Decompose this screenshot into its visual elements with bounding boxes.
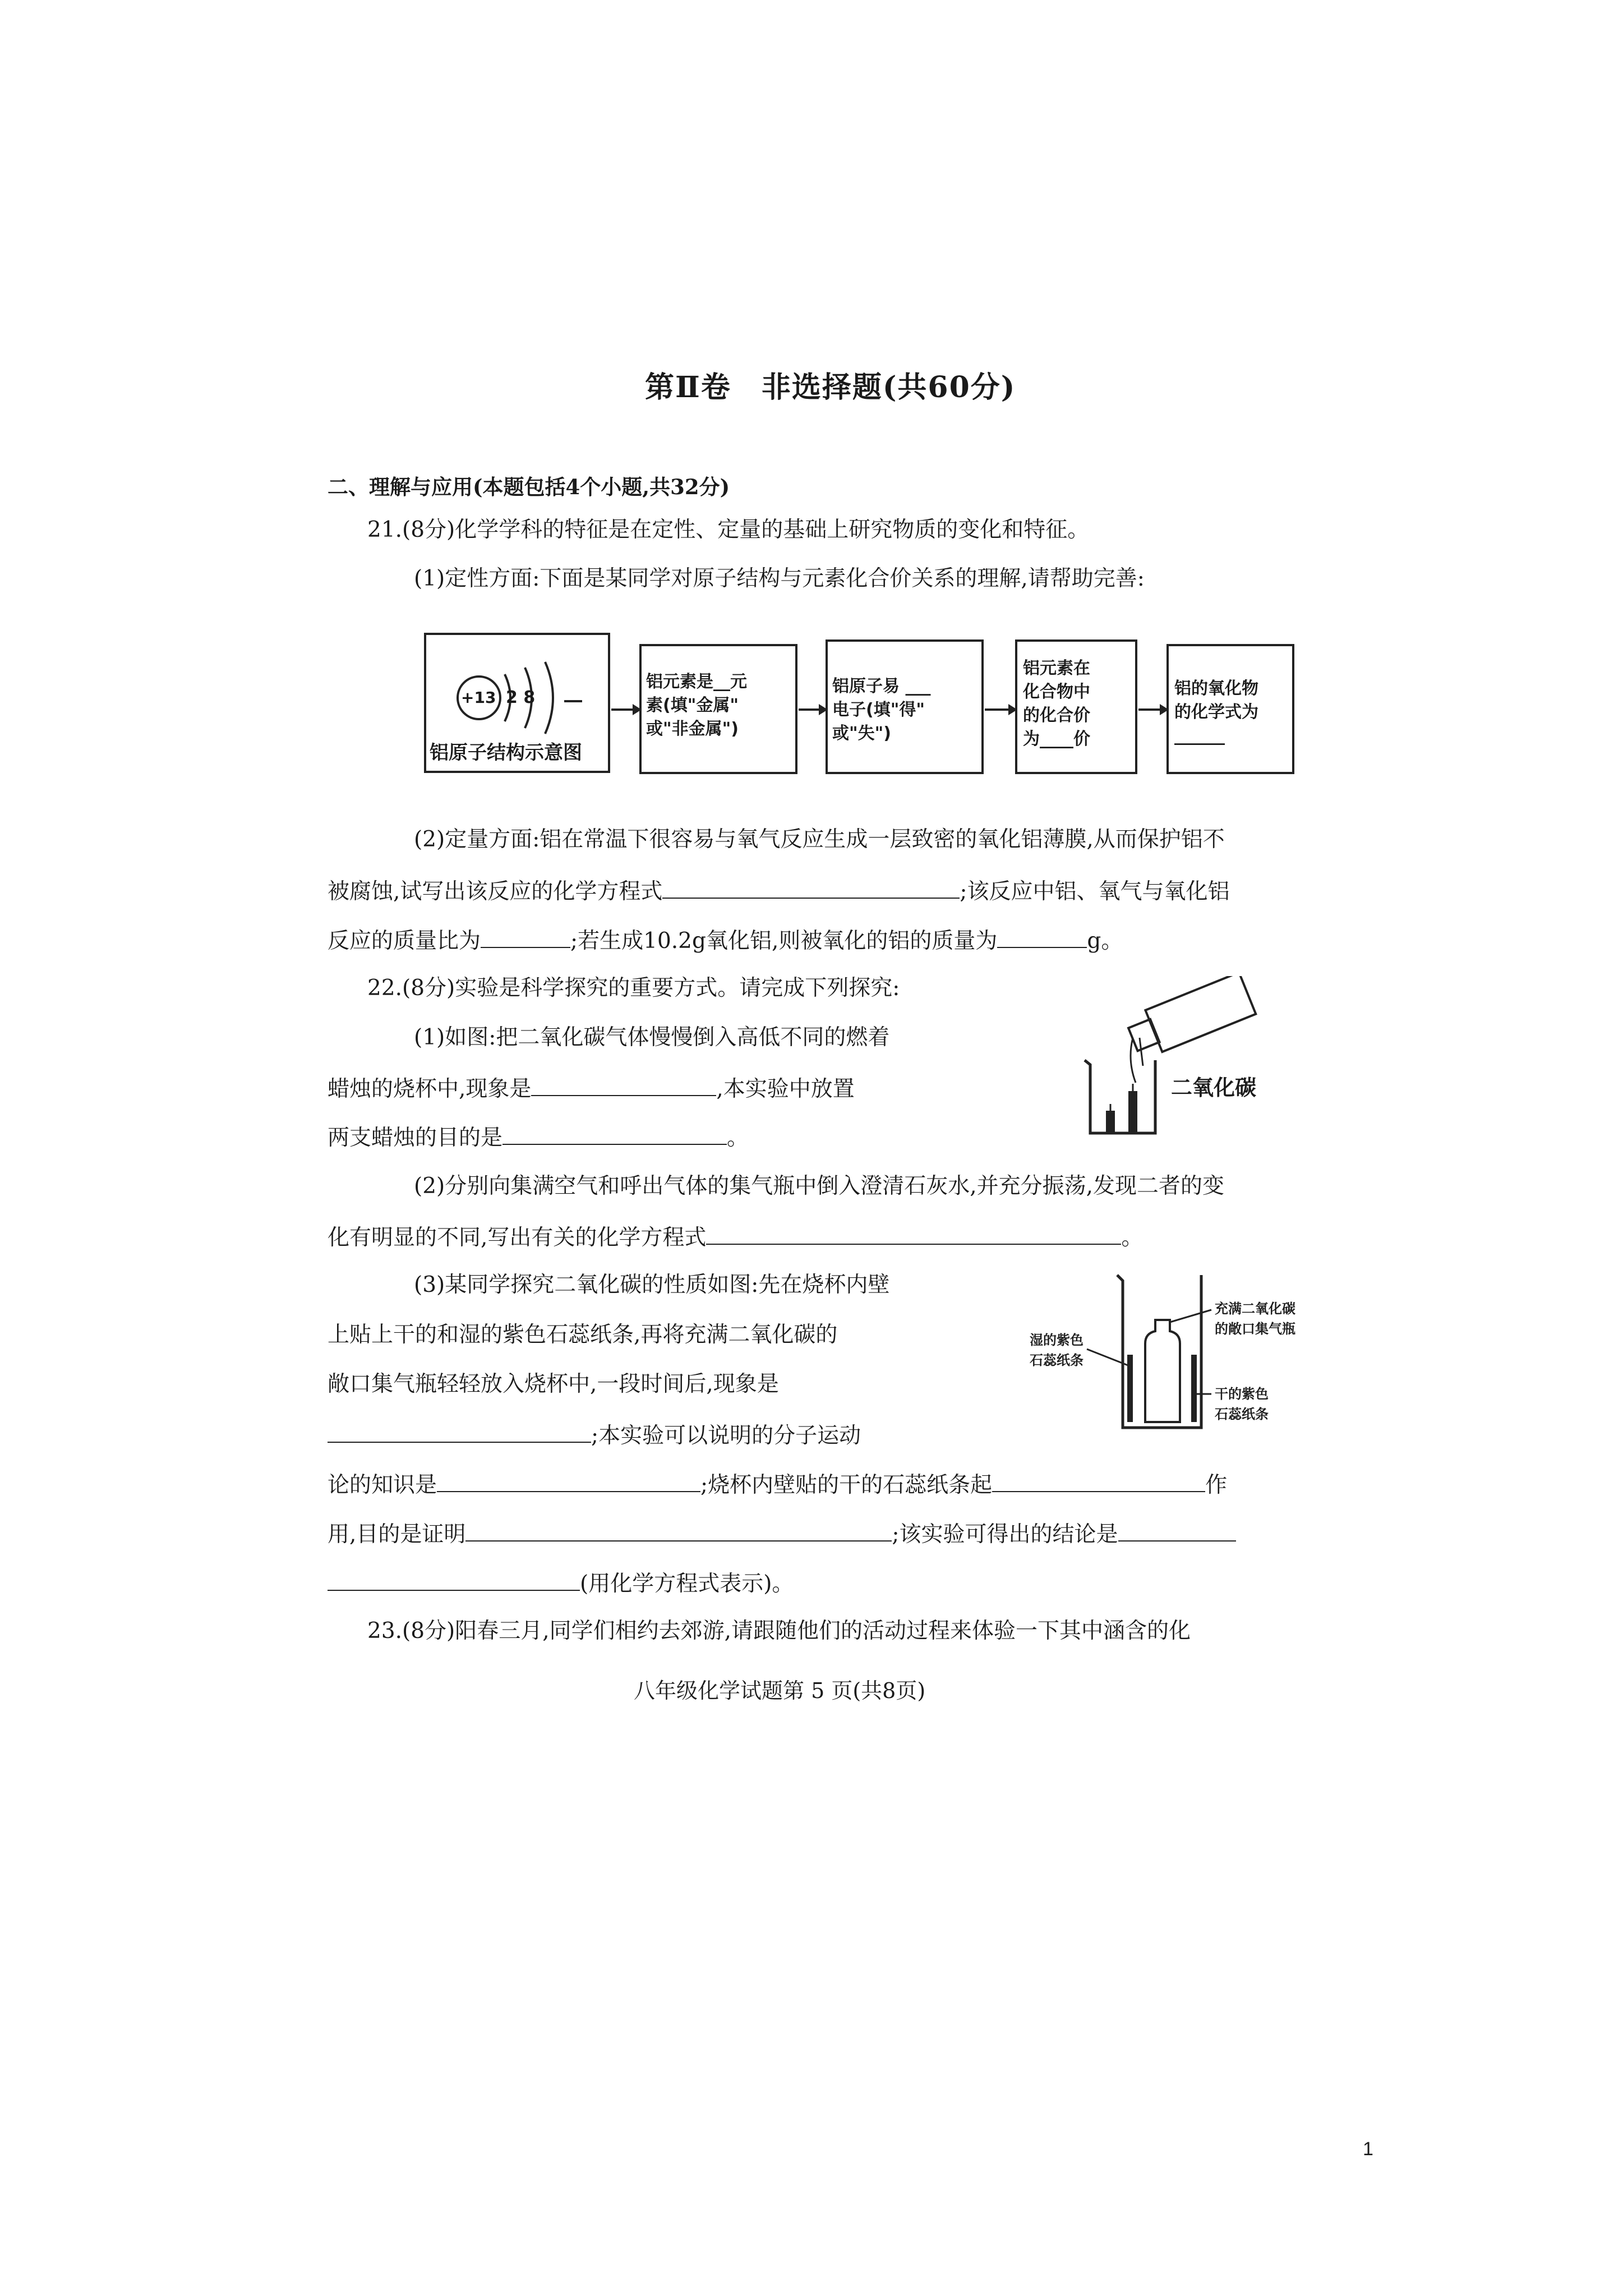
electron-line-3: 或"失") bbox=[832, 724, 891, 743]
answer-blank[interactable] bbox=[997, 928, 1087, 948]
q22-stem: 22.(8分)实验是科学探究的重要方式。请完成下列探究: bbox=[367, 976, 900, 1001]
q22-part3-line2: 上贴上干的和湿的紫色石蕊纸条,再将充满二氧化碳的 bbox=[328, 1322, 838, 1347]
flow-arrow-3 bbox=[985, 708, 1015, 711]
answer-blank[interactable] bbox=[328, 1423, 591, 1443]
electron-gain-loss-box bbox=[826, 639, 984, 774]
q22-part3-line5: 论的知识是 ;烧杯内壁贴的干的石蕊纸条起 作 bbox=[328, 1473, 1228, 1498]
page-title: 第Ⅱ卷 非选择题(共60分) bbox=[645, 370, 1016, 404]
q22-part3-line4: ;本实验可以说明的分子运动 bbox=[328, 1423, 861, 1447]
answer-blank[interactable] bbox=[502, 1125, 727, 1145]
answer-blank[interactable] bbox=[992, 1472, 1205, 1492]
dry-strip-label: 干的紫色 石蕊纸条 bbox=[1215, 1386, 1269, 1422]
oxide-line-2: 的化学式为 bbox=[1174, 702, 1258, 722]
q21-part2-line2: 被腐蚀,试写出该反应的化学方程式 ;该反应中铝、氧气与氧化铝 bbox=[328, 879, 1230, 904]
q21-part2-line1: (2)定量方面:铝在常温下很容易与氧气反应生成一层致密的氧化铝薄膜,从而保护铝不 bbox=[414, 827, 1225, 852]
oxide-line-1: 铝的氧化物 bbox=[1174, 679, 1258, 698]
answer-blank[interactable] bbox=[465, 1521, 892, 1542]
q22-part1-line2: 蜡烛的烧杯中,现象是 ,本实验中放置 bbox=[328, 1076, 855, 1102]
valence-line-2: 化合物中 bbox=[1023, 682, 1090, 702]
q22-part3-line3: 敞口集气瓶轻轻放入烧杯中,一段时间后,现象是 bbox=[328, 1372, 779, 1397]
answer-blank[interactable] bbox=[481, 928, 570, 948]
oxide-line-3: ______ bbox=[1174, 726, 1225, 746]
aluminum-atom-diagram bbox=[426, 635, 608, 736]
valence-line-3: 的化合价 bbox=[1023, 706, 1090, 725]
q22-part1-line3: 两支蜡烛的目的是 。 bbox=[328, 1125, 749, 1151]
flow-arrow-1 bbox=[611, 708, 639, 711]
q22-part3-line6: 用,目的是证明 ;该实验可得出的结论是 bbox=[328, 1521, 1236, 1545]
metal-type-line-3: 或"非金属") bbox=[646, 719, 739, 739]
gas-jar-label: 充满二氧化碳 的敞口集气瓶 bbox=[1215, 1301, 1295, 1337]
q22-part3-line1: (3)某同学探究二氧化碳的性质如图:先在烧杯内壁 bbox=[414, 1272, 890, 1297]
valence-box bbox=[1015, 639, 1137, 774]
metal-type-line-1: 铝元素是__元 bbox=[646, 672, 747, 692]
answer-blank[interactable] bbox=[328, 1571, 580, 1591]
page-footer: 八年级化学试题第 5 页(共8页) bbox=[634, 1678, 926, 1703]
oxide-formula-box bbox=[1166, 644, 1294, 774]
flow-arrow-2 bbox=[799, 708, 826, 711]
atom-shells-label: 2 8 bbox=[506, 688, 536, 707]
q21-stem: 21.(8分)化学学科的特征是在定性、定量的基础上研究物质的变化和特征。 bbox=[367, 517, 1090, 542]
atom-caption: 铝原子结构示意图 bbox=[430, 742, 582, 764]
q21-part2-line3: 反应的质量比为 ;若生成10.2g氧化铝,则被氧化的铝的质量为 g。 bbox=[328, 928, 1123, 954]
answer-blank[interactable] bbox=[706, 1225, 1121, 1245]
valence-line-4: 为____价 bbox=[1023, 729, 1090, 749]
metal-type-box bbox=[639, 644, 797, 774]
wet-strip-label: 湿的紫色 石蕊纸条 bbox=[1030, 1332, 1083, 1368]
electron-line-2: 电子(填"得" bbox=[832, 700, 925, 720]
atom-nucleus-label: +13 bbox=[461, 688, 496, 707]
q22-part2-line1: (2)分别向集满空气和呼出气体的集气瓶中倒入澄清石灰水,并充分振荡,发现二者的变 bbox=[414, 1174, 1225, 1199]
co2-candle-figure bbox=[1077, 976, 1279, 1139]
q22-part2-line2: 化有明显的不同,写出有关的化学方程式 。 bbox=[328, 1225, 1144, 1250]
metal-type-line-2: 素(填"金属" bbox=[646, 696, 739, 715]
q23-stem: 23.(8分)阳春三月,同学们相约去郊游,请跟随他们的活动过程来体验一下其中涵含的化 bbox=[367, 1618, 1191, 1644]
co2-label: 二氧化碳 bbox=[1171, 1075, 1257, 1100]
valence-line-1: 铝元素在 bbox=[1023, 659, 1090, 678]
answer-blank[interactable] bbox=[531, 1076, 716, 1096]
q22-part3-line7: (用化学方程式表示)。 bbox=[328, 1571, 794, 1595]
answer-blank[interactable] bbox=[1118, 1521, 1236, 1542]
electron-line-1: 铝原子易 ___ bbox=[832, 677, 931, 696]
flow-arrow-4 bbox=[1138, 708, 1166, 711]
q21-part1: (1)定性方面:下面是某同学对原子结构与元素化合价关系的理解,请帮助完善: bbox=[414, 566, 1145, 591]
page-number: 1 bbox=[1363, 2138, 1373, 2160]
atom-structure-box bbox=[424, 633, 610, 773]
answer-blank[interactable] bbox=[437, 1472, 700, 1492]
q22-part1-line1: (1)如图:把二氧化碳气体慢慢倒入高低不同的燃着 bbox=[414, 1025, 890, 1050]
section-heading: 二、理解与应用(本题包括4个小题,共32分) bbox=[328, 475, 730, 499]
litmus-beaker-figure bbox=[1021, 1271, 1335, 1450]
beaker-candles-illustration bbox=[1077, 976, 1279, 1139]
answer-blank[interactable] bbox=[662, 878, 960, 899]
